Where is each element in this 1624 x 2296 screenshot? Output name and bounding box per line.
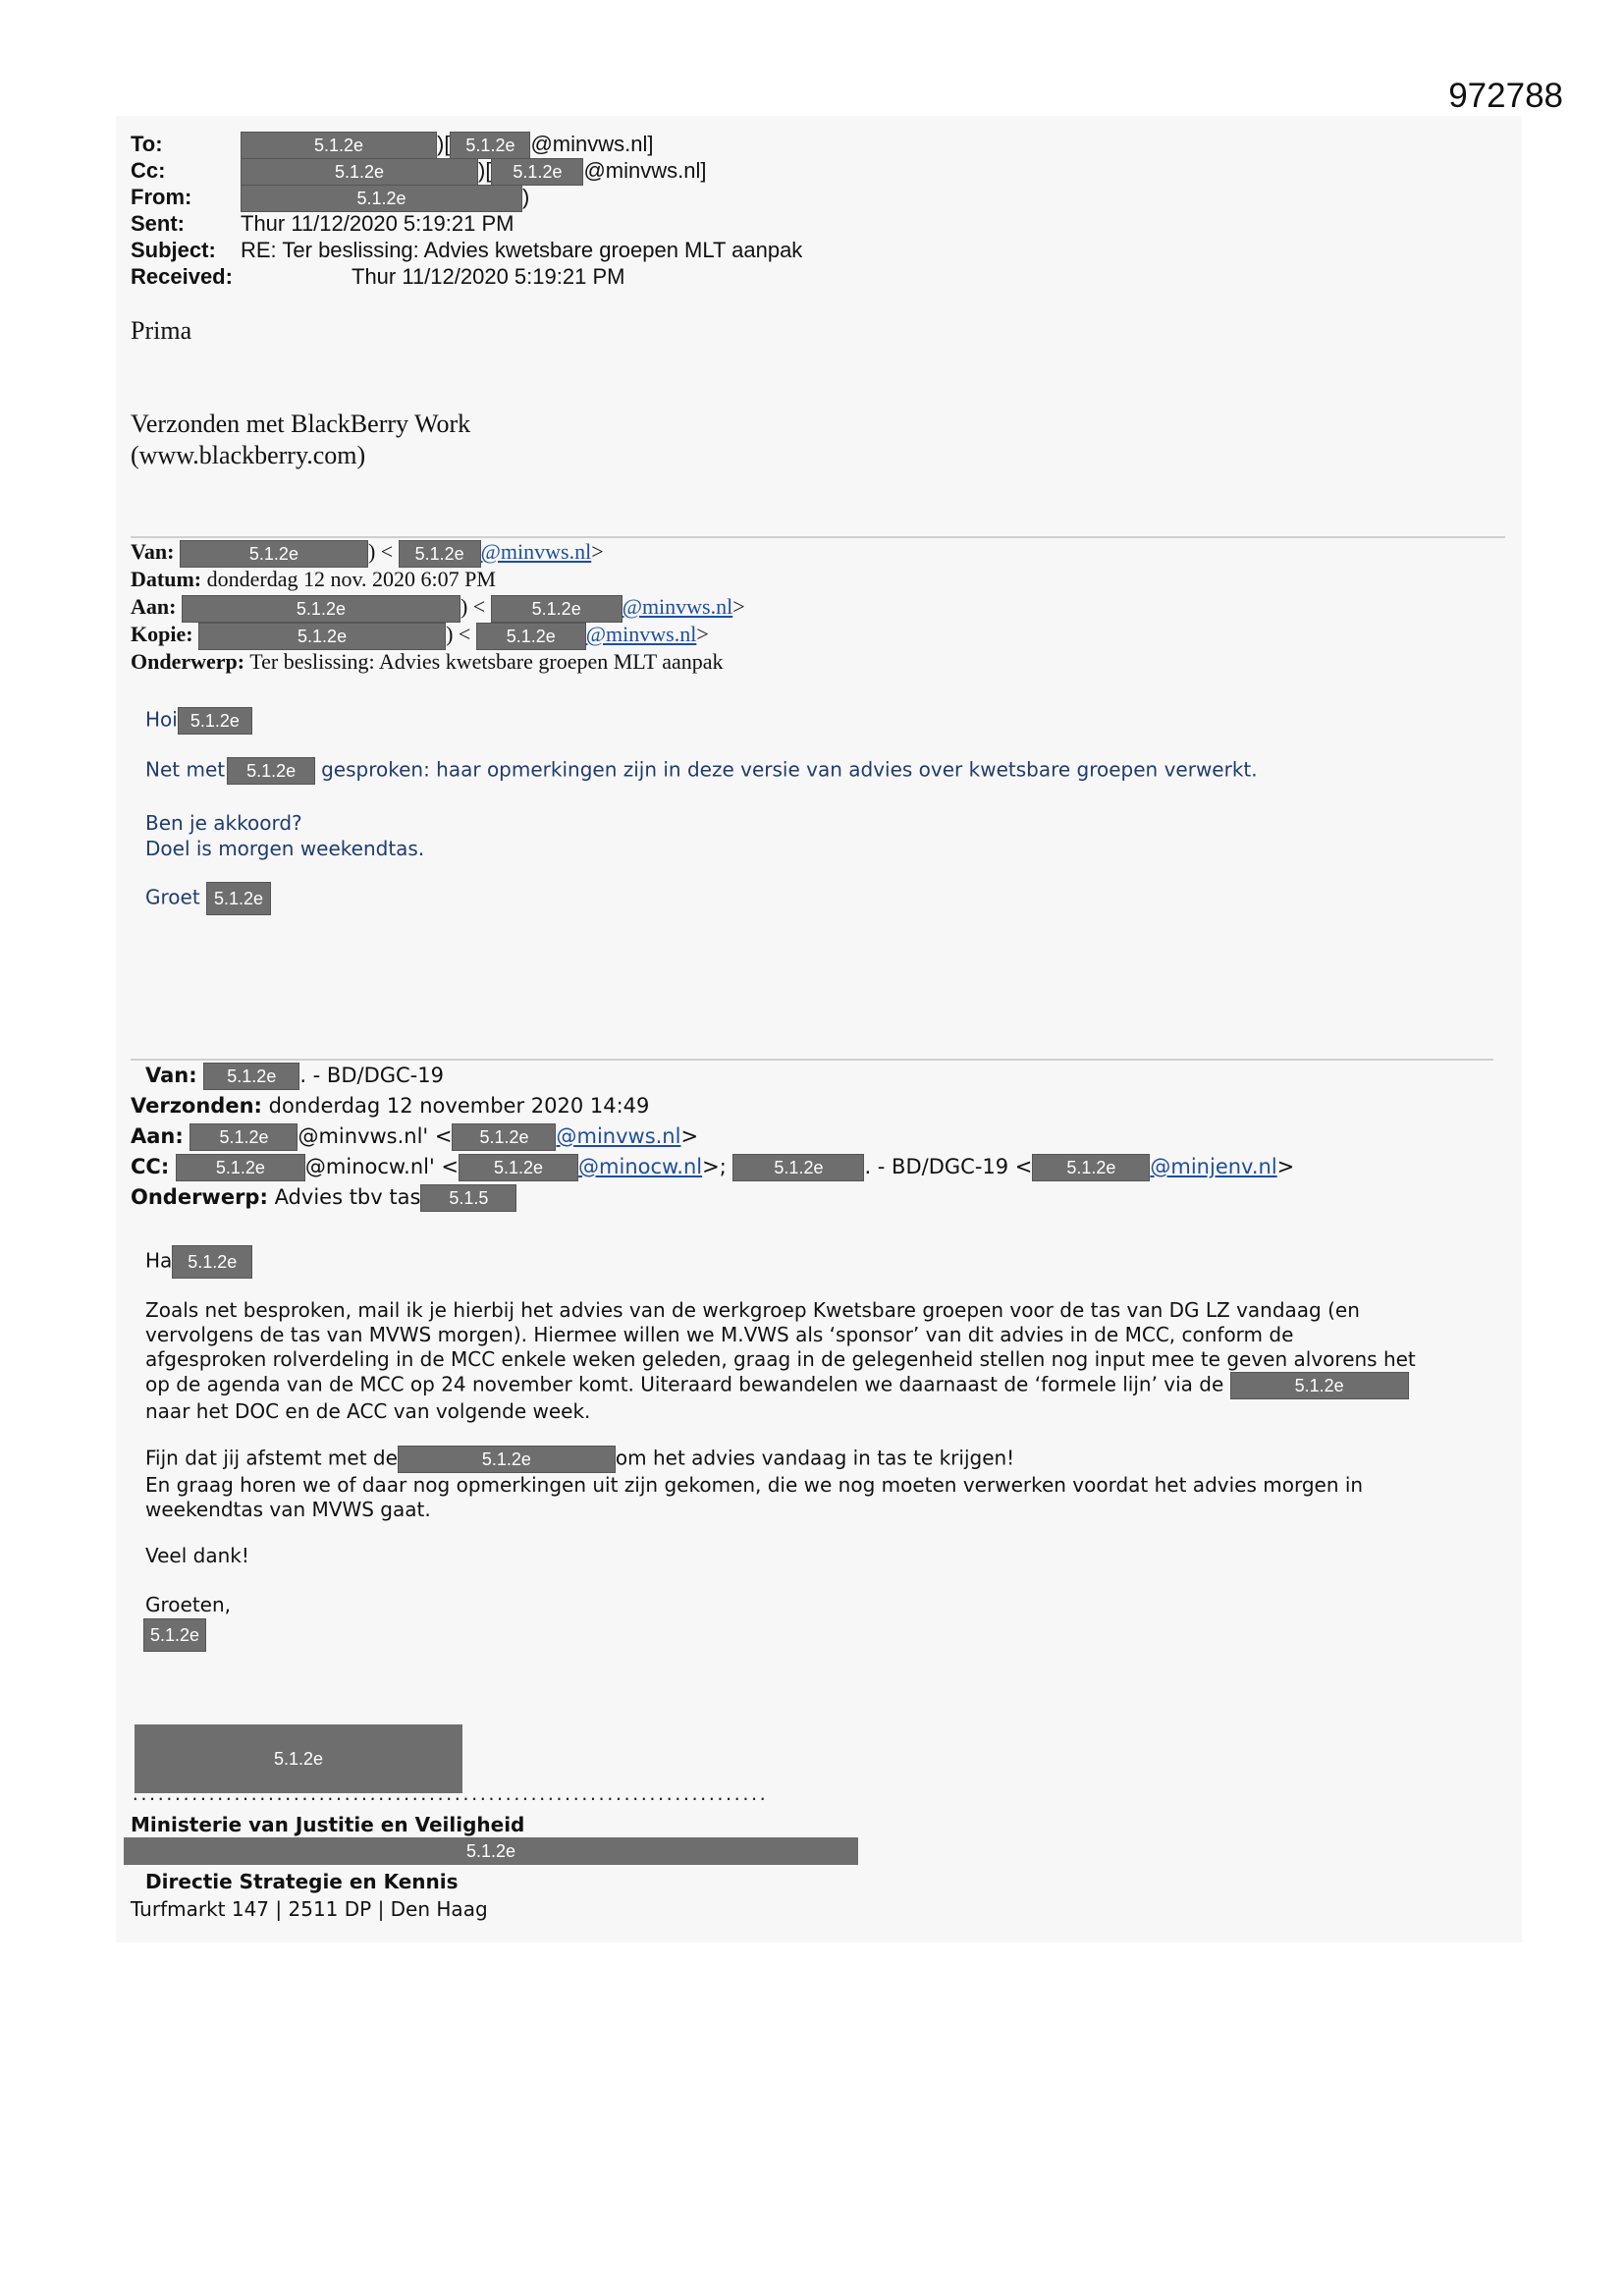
redaction: 5.1.5 [420,1184,516,1212]
redaction: 5.1.2e [398,1446,616,1473]
message2-line2: Ben je akkoord? [145,811,302,835]
redaction: 5.1.2e [206,882,271,915]
page-background [116,116,1522,1942]
subject-label: Subject: [131,238,216,262]
message3-paragraph1: Zoals net besproken, mail ik je hierbij het advies van de werkgroep Kwetsbare groepen voor de tas van DG LZ vandaag (en vervolgens de tas van MVWS morgen). Hiermee willen we M.VWS als ‘sponsor’ van dit advies in de MCC, conform de afgesproken rolverdeling in de MCC enkele weken geleden, graag in de gelegenheid stellen nog input mee te geven alvorens het op de agenda van de MCC op 24 november komt. Uiteraard bewandelen we daarnaast de ‘formele lijn’ via de 5.1.2e naar het DOC en de ACC van volgende week. [145,1298,1416,1423]
email-link[interactable]: @minvws.nl [480,539,592,564]
ministry-name: Ministerie van Justitie en Veiligheid [131,1813,525,1836]
email-link[interactable]: @minvws.nl [622,594,733,619]
sent-value: Thur 11/12/2020 5:19:21 PM [241,211,514,236]
redaction: 5.1.2e [399,540,481,568]
to-label: To: [131,132,163,156]
message3-closing: Groeten, [145,1593,232,1616]
redaction: 5.1.2e [241,158,478,186]
redaction: 5.1.2e [198,623,446,650]
redaction: 5.1.2e [1032,1154,1150,1181]
cc-label: Cc: [131,158,166,183]
redaction: 5.1.2e [189,1123,298,1151]
from-label: From: [131,185,192,209]
signature-redaction: 5.1.2e [135,1724,462,1793]
redaction: 5.1.2e [491,158,583,186]
department-redaction: 5.1.2e [124,1837,858,1865]
sent-label: Sent: [131,211,185,236]
message3-paragraph2: Fijn dat jij afstemt met de 5.1.2e om het advies vandaag in tas te krijgen! En graag horen we of daar nog opmerkingen uit zijn gekomen, die we nog moeten verwerken voordat het advies morgen in weekendtas van MVWS gaat. [145,1446,1364,1521]
redaction: 5.1.2e [459,1154,578,1181]
message2-line1: Net met 5.1.2e gesproken: haar opmerkingen zijn in deze versie van advies over kwetsbare groepen verwerkt. [145,757,1258,785]
redaction: 5.1.2e [732,1154,864,1181]
redaction: 5.1.2e [143,1618,206,1652]
email-link[interactable]: @minvws.nl [585,622,697,646]
message2-line3: Doel is morgen weekendtas. [145,837,425,860]
directorate-name: Directie Strategie en Kennis [145,1870,459,1893]
cc-domain: @minvws.nl] [583,158,707,183]
received-value: Thur 11/12/2020 5:19:21 PM [352,264,625,289]
address: Turfmarkt 147 | 2511 DP | Den Haag [131,1897,488,1921]
redaction: 5.1.2e [1230,1372,1409,1399]
redaction: 5.1.2e [241,185,522,212]
redaction: 5.1.2e [452,1123,556,1151]
redaction: 5.1.2e [176,1154,305,1181]
redaction: 5.1.2e [172,1245,252,1279]
message3-greeting: Ha 5.1.2e [145,1245,252,1279]
redaction: 5.1.2e [180,540,368,568]
redaction: 5.1.2e [182,595,460,623]
message2-greeting: Hoi 5.1.2e [145,707,252,735]
subject-value: RE: Ter beslissing: Advies kwetsbare groepen MLT aanpak [241,238,803,262]
message3-sender [143,1618,206,1652]
received-label: Received: [131,264,233,289]
redaction: 5.1.2e [178,707,252,735]
email-link[interactable]: @minjenv.nl [1150,1155,1277,1178]
redaction: 5.1.2e [241,132,437,159]
message3-header: Van: 5.1.2e . - BD/DGC-19 Verzonden: donderdag 12 november 2020 14:49 Aan: 5.1.2e @minvws.nl' < 5.1.2e @minvws.nl> CC: 5.1.2e @minocw.nl' < 5.1.2e @minocw.nl>; 5.1.2e . - BD/DGC-19 < 5.1.2e @minjenv.nl> Onderwerp: Advies tbv tas 5.1.5 [131,1061,1294,1213]
reply-text: Prima [131,316,192,345]
email-link[interactable]: @minvws.nl [556,1124,681,1148]
message3-thanks: Veel dank! [145,1544,249,1567]
message2-closing: Groet 5.1.2e [145,882,271,915]
reply-signature: Verzonden met BlackBerry Work (www.blackberry.com) [131,410,471,469]
redaction: 5.1.2e [227,757,315,785]
redaction: 5.1.2e [450,132,530,159]
redaction: 5.1.2e [476,623,586,650]
signature-dots: ........................................................................... [131,1785,767,1804]
redaction: 5.1.2e [491,595,623,623]
message2-header: Van: 5.1.2e ) < 5.1.2e @minvws.nl> Datum: donderdag 12 nov. 2020 6:07 PM Aan: 5.1.2e ) < 5.1.2e @minvws.nl> Kopie: 5.1.2e ) < 5.1.2e @minvws.nl> Onderwerp: Ter beslissing: Advies kwetsbare groepen MLT aanpak [131,539,745,674]
email-link[interactable]: @minocw.nl [578,1155,703,1178]
to-domain: @minvws.nl] [530,132,654,156]
redaction: 5.1.2e [203,1063,299,1090]
document-number: 972788 [1448,77,1563,115]
